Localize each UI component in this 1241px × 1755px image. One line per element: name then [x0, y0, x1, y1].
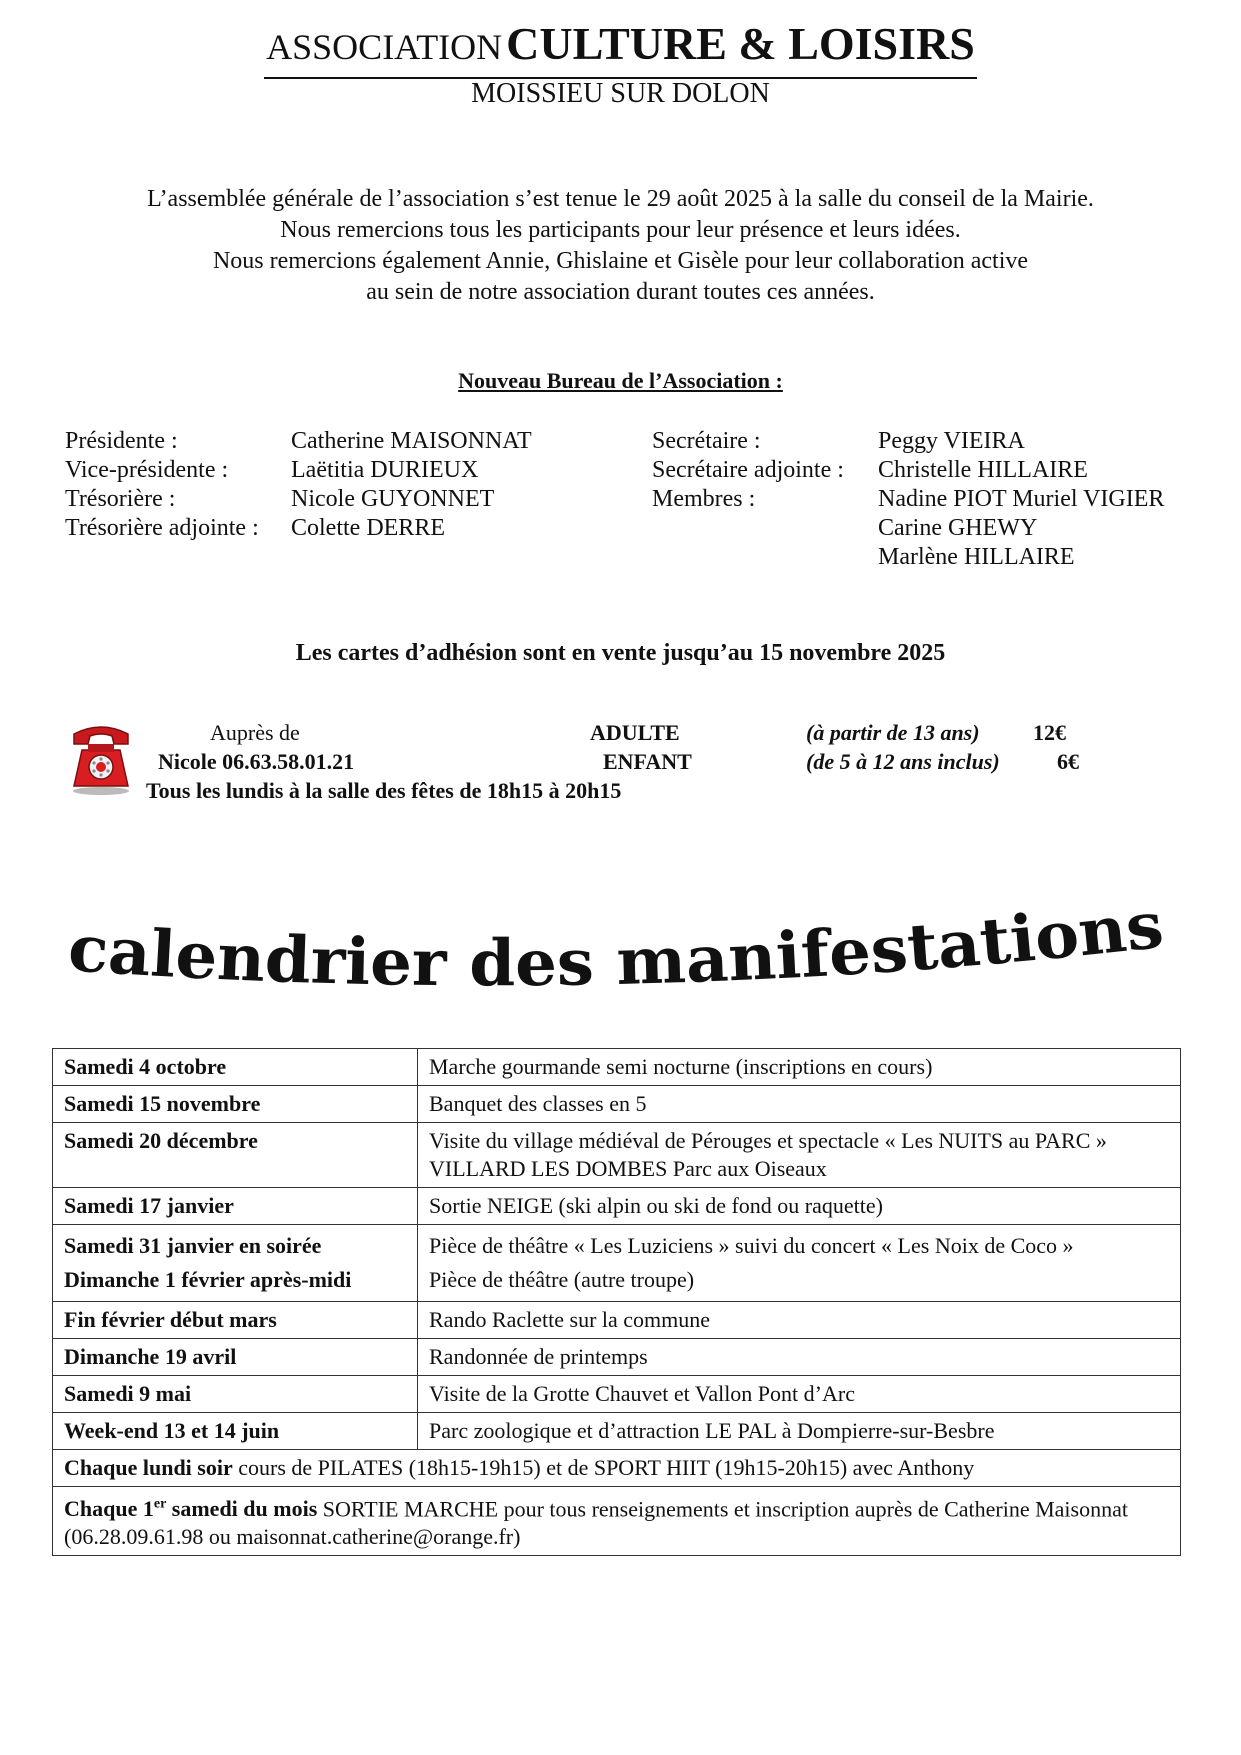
intro-line-3: Nous remercions également Annie, Ghislaine et Gisèle pour leur collaboration active	[212, 248, 1029, 274]
event-description: Parc zoologique et d’attraction LE PAL à Dompierre-sur-Besbre	[418, 1413, 1181, 1450]
event-date: Samedi 20 décembre	[53, 1123, 418, 1188]
event-date: Samedi 9 mai	[53, 1376, 418, 1413]
event-date: Fin février début mars	[53, 1302, 418, 1339]
event-description: Visite de la Grotte Chauvet et Vallon Pont d’Arc	[418, 1376, 1181, 1413]
bureau-right-roles	[652, 427, 844, 514]
member-name: Nicole GUYONNET	[291, 486, 495, 512]
event-date: Samedi 15 novembre	[53, 1086, 418, 1123]
svg-text:calendrier des manifestations	[66, 900, 1167, 1001]
page-subtitle: MOISSIEU SUR DOLON	[471, 78, 770, 109]
event-date: Samedi 4 octobre	[53, 1049, 418, 1086]
event-date: Dimanche 19 avril	[53, 1339, 418, 1376]
event-description	[418, 1225, 1181, 1302]
intro-line-4: au sein de notre association durant toutes ces années.	[366, 279, 875, 305]
event-date: Samedi 17 janvier	[53, 1188, 418, 1225]
page-title	[0, 18, 1241, 79]
event-date-line: Dimanche 1 février après-midi	[64, 1267, 352, 1292]
weekly-activity: Chaque lundi soir cours de PILATES (18h15-19h15) et de SPORT HIIT (19h15-20h15) avec Anthony	[53, 1450, 1181, 1487]
event-description: Marche gourmande semi nocturne (inscriptions en cours)	[418, 1049, 1181, 1086]
price-age: (de 5 à 12 ans inclus)	[806, 749, 1000, 774]
member-name: Laëtitia DURIEUX	[291, 457, 479, 483]
membership-heading: Les cartes d’adhésion sont en vente jusqu’au 15 novembre 2025	[295, 640, 946, 666]
role-label: Trésorière adjointe :	[65, 515, 259, 541]
role-label: Présidente :	[65, 428, 178, 454]
role-label: Membres :	[652, 486, 756, 512]
telephone-icon	[68, 720, 134, 796]
table-row	[53, 1302, 1181, 1339]
member-name: Colette DERRE	[291, 515, 445, 541]
table-row	[53, 1086, 1181, 1123]
member-name: Christelle HILLAIRE	[878, 457, 1088, 483]
role-label: Secrétaire adjointe :	[652, 457, 844, 483]
event-description: Rando Raclette sur la commune	[418, 1302, 1181, 1339]
member-name: Catherine MAISONNAT	[291, 428, 532, 454]
price-type: ADULTE	[590, 720, 680, 745]
table-row	[53, 1413, 1181, 1450]
event-description: Sortie NEIGE (ski alpin ou ski de fond ou raquette)	[418, 1188, 1181, 1225]
contact-schedule: Tous les lundis à la salle des fêtes de 18h15 à 20h15	[146, 778, 622, 803]
price-age: (à partir de 13 ans)	[806, 720, 980, 745]
table-row	[53, 1049, 1181, 1086]
member-name: Peggy VIEIRA	[878, 428, 1025, 454]
member-name: Carine GHEWY	[878, 515, 1038, 541]
bureau-right-names	[878, 427, 1164, 572]
calendar-title	[62, 900, 1182, 1020]
role-label: Vice-présidente :	[65, 457, 229, 483]
calendar-title-text: calendrier des manifestations	[65, 900, 1166, 1002]
contact-name: Nicole 06.63.58.01.21	[158, 749, 355, 774]
calendar-table	[52, 1048, 1181, 1556]
table-row	[53, 1123, 1181, 1188]
event-date: Week-end 13 et 14 juin	[53, 1413, 418, 1450]
event-description: Banquet des classes en 5	[418, 1086, 1181, 1123]
member-name: Marlène HILLAIRE	[878, 544, 1075, 570]
table-row	[53, 1487, 1181, 1556]
event-date	[53, 1225, 418, 1302]
price-value: 12€	[1033, 720, 1066, 745]
title-main: CULTURE & LOISIRS	[506, 18, 975, 69]
event-description: Visite du village médiéval de Pérouges et spectacle « Les NUITS au PARC » VILLARD LES DOMBES Parc aux Oiseaux	[418, 1123, 1181, 1188]
event-description-line: Pièce de théâtre (autre troupe)	[429, 1267, 695, 1292]
bureau-heading: Nouveau Bureau de l’Association :	[458, 368, 783, 393]
bureau-left-roles	[65, 427, 259, 543]
table-row	[53, 1188, 1181, 1225]
bureau-left-names	[291, 427, 532, 543]
monthly-activity: Chaque 1er samedi du mois SORTIE MARCHE pour tous renseignements et inscription auprès de Catherine Maisonnat (06.28.09.61.98 ou maisonnat.catherine@orange.fr)	[53, 1487, 1181, 1556]
price-value: 6€	[1057, 749, 1079, 774]
intro-line-2: Nous remercions tous les participants pour leur présence et leurs idées.	[280, 217, 961, 243]
member-name: Nadine PIOT Muriel VIGIER	[878, 486, 1165, 512]
role-label: Secrétaire :	[652, 428, 761, 454]
event-description-line: Pièce de théâtre « Les Luziciens » suivi du concert « Les Noix de Coco »	[429, 1233, 1074, 1258]
price-type: ENFANT	[603, 749, 692, 774]
title-prefix: ASSOCIATION	[266, 27, 503, 67]
intro-line-1: L’assemblée générale de l’association s’est tenue le 29 août 2025 à la salle du conseil de la Mairie.	[147, 186, 1094, 212]
event-date-line: Samedi 31 janvier en soirée	[64, 1233, 322, 1258]
contact-label: Auprès de	[210, 720, 300, 745]
table-row	[53, 1225, 1181, 1302]
role-label: Trésorière :	[65, 486, 176, 512]
event-description: Randonnée de printemps	[418, 1339, 1181, 1376]
table-row	[53, 1450, 1181, 1487]
table-row	[53, 1376, 1181, 1413]
table-row	[53, 1339, 1181, 1376]
